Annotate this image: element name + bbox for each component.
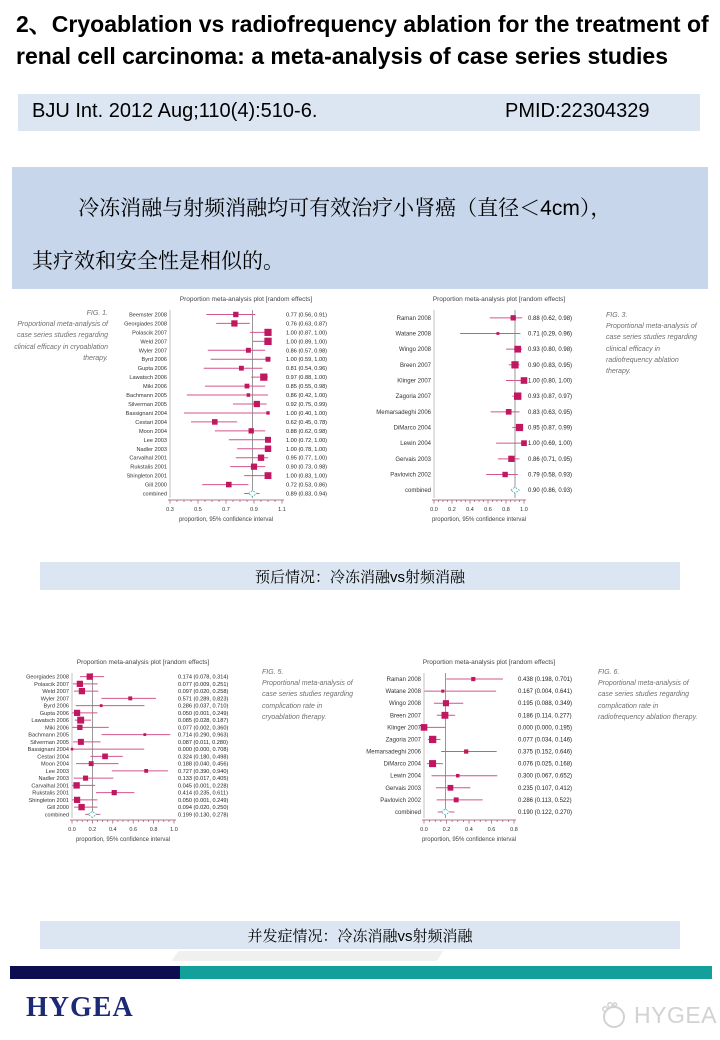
svg-text:Cestari 2004: Cestari 2004 — [135, 419, 167, 426]
svg-text:0.9: 0.9 — [250, 507, 258, 513]
svg-text:0.0: 0.0 — [420, 827, 428, 833]
svg-text:1.00 (0.80, 1.00): 1.00 (0.80, 1.00) — [528, 378, 573, 385]
svg-text:0.90 (0.86, 0.93): 0.90 (0.86, 0.93) — [528, 488, 573, 495]
svg-text:0.174 (0.078, 0.314): 0.174 (0.078, 0.314) — [178, 674, 229, 681]
svg-text:Shingleton 2001: Shingleton 2001 — [28, 797, 69, 804]
svg-text:0.190 (0.122, 0.270): 0.190 (0.122, 0.270) — [518, 809, 573, 816]
svg-text:0.90 (0.73, 0.98): 0.90 (0.73, 0.98) — [286, 464, 328, 471]
svg-text:Gervais 2003: Gervais 2003 — [395, 456, 431, 463]
svg-text:Miki 2006: Miki 2006 — [45, 725, 69, 732]
svg-text:0.087 (0.011, 0.280): 0.087 (0.011, 0.280) — [178, 739, 228, 746]
svg-text:Memarsadeghi 2006: Memarsadeghi 2006 — [376, 409, 431, 416]
svg-text:Moon 2004: Moon 2004 — [139, 428, 167, 435]
svg-text:Gupta 2006: Gupta 2006 — [137, 366, 167, 373]
fig1-caption-text: Proportional meta-analysis of case series studies regarding clinical efficacy in cryoablation therapy. — [14, 321, 108, 362]
svg-text:Moon 2004: Moon 2004 — [41, 761, 69, 768]
svg-text:0.076 (0.025, 0.168): 0.076 (0.025, 0.168) — [518, 761, 573, 768]
hygea-logo-text: HYGEA — [26, 992, 134, 1023]
svg-text:0.8: 0.8 — [502, 507, 510, 513]
forest-plot-radiofrequency-efficacy — [362, 292, 602, 540]
fig5-caption — [258, 655, 354, 723]
svg-text:Bachmann 2005: Bachmann 2005 — [126, 393, 167, 400]
svg-text:0.4: 0.4 — [466, 507, 474, 513]
efficacy-charts-row — [8, 292, 712, 540]
svg-text:0.93 (0.80, 0.98): 0.93 (0.80, 0.98) — [528, 347, 573, 354]
svg-text:Pavlovich 2002: Pavlovich 2002 — [390, 472, 431, 479]
svg-text:combined: combined — [394, 809, 421, 816]
svg-text:Rukstalis 2001: Rukstalis 2001 — [32, 790, 69, 797]
svg-text:Lewin 2004: Lewin 2004 — [390, 773, 421, 780]
fig3-label: FIG. 3. — [606, 312, 628, 319]
svg-text:0.0: 0.0 — [68, 827, 76, 833]
svg-text:Weld 2007: Weld 2007 — [140, 339, 167, 346]
svg-text:0.195 (0.088, 0.349): 0.195 (0.088, 0.349) — [518, 701, 573, 708]
svg-text:0.97 (0.88, 1.00): 0.97 (0.88, 1.00) — [286, 375, 328, 382]
svg-text:Bassignani 2004: Bassignani 2004 — [27, 747, 69, 754]
summary-box — [12, 167, 708, 289]
svg-text:Breen 2007: Breen 2007 — [399, 362, 431, 369]
band-complication-text: 并发症情况：冷冻消融vs射频消融 — [247, 927, 473, 945]
svg-text:0.86 (0.71, 0.95): 0.86 (0.71, 0.95) — [528, 456, 573, 463]
fig3-caption-text: Proportional meta-analysis of case series studies regarding clinical efficacy in radiofrequency ablation therapy. — [606, 323, 698, 375]
summary-line-1: 冷冻消融与射频消融均可有效治疗小肾癌（直径＜4cm）， — [78, 197, 612, 220]
svg-text:0.62 (0.45, 0.78): 0.62 (0.45, 0.78) — [286, 419, 328, 426]
svg-text:0.93 (0.87, 0.97): 0.93 (0.87, 0.97) — [528, 394, 573, 401]
page-title: 2、Cryoablation vs radiofrequency ablation for the treatment of renal cell carcinoma: a meta-analysis of case series studies — [16, 11, 709, 70]
svg-text:0.90 (0.83, 0.95): 0.90 (0.83, 0.95) — [528, 362, 573, 369]
svg-text:0.77 (0.56, 0.91): 0.77 (0.56, 0.91) — [286, 312, 328, 319]
svg-text:1.00 (0.83, 1.00): 1.00 (0.83, 1.00) — [286, 473, 328, 480]
svg-text:0.286 (0.113, 0.522): 0.286 (0.113, 0.522) — [518, 797, 572, 804]
svg-text:Beemster 2008: Beemster 2008 — [129, 312, 167, 319]
fig1-caption — [8, 292, 112, 364]
svg-text:1.00 (0.40, 1.00): 1.00 (0.40, 1.00) — [286, 410, 328, 417]
svg-text:0.76 (0.63, 0.87): 0.76 (0.63, 0.87) — [286, 321, 328, 328]
svg-text:0.5: 0.5 — [194, 507, 202, 513]
hygea-watermark — [598, 1000, 717, 1030]
svg-text:0.8: 0.8 — [510, 827, 518, 833]
svg-text:Shingleton 2001: Shingleton 2001 — [126, 473, 167, 480]
svg-text:0.88 (0.62, 0.98): 0.88 (0.62, 0.98) — [286, 428, 328, 435]
svg-text:0.000 (0.000, 0.708): 0.000 (0.000, 0.708) — [178, 747, 229, 754]
svg-text:Gill 2000: Gill 2000 — [46, 805, 69, 812]
svg-text:1.0: 1.0 — [520, 507, 528, 513]
svg-text:0.085 (0.028, 0.187): 0.085 (0.028, 0.187) — [178, 718, 229, 725]
svg-text:1.00 (0.87, 1.00): 1.00 (0.87, 1.00) — [286, 330, 328, 337]
svg-text:Miki 2006: Miki 2006 — [143, 384, 167, 391]
fig6-label: FIG. 6. — [598, 669, 620, 676]
svg-text:Polascik 2007: Polascik 2007 — [34, 681, 69, 688]
svg-text:0.4: 0.4 — [465, 827, 473, 833]
svg-text:0.571 (0.289, 0.823): 0.571 (0.289, 0.823) — [178, 696, 229, 703]
svg-text:Watane 2008: Watane 2008 — [385, 689, 421, 696]
band-prognosis — [40, 562, 680, 590]
svg-text:0.7: 0.7 — [222, 507, 230, 513]
svg-text:Wyler 2007: Wyler 2007 — [138, 348, 167, 355]
svg-text:Klinger 2007: Klinger 2007 — [397, 378, 431, 385]
svg-text:Nadler 2003: Nadler 2003 — [136, 446, 167, 453]
svg-text:Gill 2000: Gill 2000 — [144, 482, 167, 489]
svg-text:Wingo 2008: Wingo 2008 — [398, 347, 431, 354]
svg-text:Raman 2008: Raman 2008 — [386, 677, 421, 684]
fig5-label: FIG. 5. — [262, 669, 284, 676]
svg-text:0.324 (0.180, 0.498): 0.324 (0.180, 0.498) — [178, 754, 229, 761]
svg-text:Proportion meta-analysis plot: Proportion meta-analysis plot [random effects] — [179, 296, 313, 303]
svg-text:Lewin 2004: Lewin 2004 — [400, 441, 431, 448]
svg-text:0.79 (0.58, 0.93): 0.79 (0.58, 0.93) — [528, 472, 573, 479]
svg-text:1.00 (0.69, 1.00): 1.00 (0.69, 1.00) — [528, 441, 573, 448]
svg-text:0.186 (0.114, 0.277): 0.186 (0.114, 0.277) — [518, 713, 572, 720]
svg-text:0.6: 0.6 — [487, 827, 496, 833]
svg-text:Proportion meta-analysis plot: Proportion meta-analysis plot [random effects] — [422, 659, 556, 666]
footer-deco-shape — [171, 951, 443, 961]
svg-text:Bachmann 2005: Bachmann 2005 — [28, 732, 69, 739]
svg-text:0.86 (0.57, 0.98): 0.86 (0.57, 0.98) — [286, 348, 328, 355]
svg-text:0.88 (0.62, 0.98): 0.88 (0.62, 0.98) — [528, 315, 573, 322]
svg-text:0.188 (0.040, 0.456): 0.188 (0.040, 0.456) — [178, 761, 229, 768]
svg-text:0.2: 0.2 — [88, 827, 97, 833]
svg-text:1.00 (0.59, 1.00): 1.00 (0.59, 1.00) — [286, 357, 328, 364]
svg-text:Gervais 2003: Gervais 2003 — [385, 785, 421, 792]
svg-text:Watane 2008: Watane 2008 — [395, 331, 431, 338]
svg-text:Nadler 2003: Nadler 2003 — [38, 776, 69, 783]
svg-text:0.300 (0.067, 0.652): 0.300 (0.067, 0.652) — [518, 773, 573, 780]
citation-text: BJU Int. 2012 Aug;110(4):510-6. — [32, 100, 318, 122]
citation-bar — [18, 94, 700, 131]
footer-stripe-teal — [180, 966, 712, 979]
svg-text:Silverman 2005: Silverman 2005 — [30, 739, 69, 746]
svg-text:Lawatsch 2006: Lawatsch 2006 — [129, 375, 167, 382]
svg-text:0.71 (0.29, 0.96): 0.71 (0.29, 0.96) — [528, 331, 573, 338]
svg-text:Proportion meta-analysis plot: Proportion meta-analysis plot [random effects] — [432, 296, 566, 303]
fig5-caption-text: Proportional meta-analysis of case series studies regarding complication rate in cryoablation therapy. — [262, 680, 354, 721]
svg-text:Rukstalis 2001: Rukstalis 2001 — [130, 464, 167, 471]
svg-text:1.00 (0.89, 1.00): 1.00 (0.89, 1.00) — [286, 339, 328, 346]
svg-text:0.83 (0.63, 0.95): 0.83 (0.63, 0.95) — [528, 409, 573, 416]
svg-text:0.714 (0.290, 0.963): 0.714 (0.290, 0.963) — [178, 732, 229, 739]
svg-text:0.133 (0.017, 0.405): 0.133 (0.017, 0.405) — [178, 776, 229, 783]
svg-text:proportion, 95% confidence int: proportion, 95% confidence interval — [431, 517, 527, 523]
svg-text:0.72 (0.53, 0.86): 0.72 (0.53, 0.86) — [286, 482, 328, 489]
svg-text:combined: combined — [404, 488, 431, 495]
svg-text:0.077 (0.034, 0.146): 0.077 (0.034, 0.146) — [518, 737, 573, 744]
svg-text:Proportion meta-analysis plot: Proportion meta-analysis plot [random effects] — [76, 659, 210, 666]
svg-text:0.6: 0.6 — [484, 507, 492, 513]
svg-text:1.0: 1.0 — [170, 827, 178, 833]
forest-plot-radiofrequency-complication — [354, 655, 594, 860]
svg-text:Breen 2007: Breen 2007 — [389, 713, 421, 720]
svg-text:Georgiades 2008: Georgiades 2008 — [26, 674, 69, 681]
svg-text:Klinger 2007: Klinger 2007 — [387, 725, 421, 732]
svg-text:Zagoria 2007: Zagoria 2007 — [385, 737, 421, 744]
complication-charts-row — [8, 655, 712, 860]
svg-text:0.8: 0.8 — [149, 827, 158, 833]
svg-text:0.094 (0.020, 0.250): 0.094 (0.020, 0.250) — [178, 805, 229, 812]
svg-text:Silverman 2005: Silverman 2005 — [128, 402, 167, 408]
fig6-caption-text: Proportional meta-analysis of case series studies regarding complication rate in radiofrequency ablation therapy. — [598, 680, 698, 721]
svg-text:0.95 (0.77, 1.00): 0.95 (0.77, 1.00) — [286, 455, 328, 462]
svg-text:0.6: 0.6 — [129, 827, 138, 833]
svg-text:proportion, 95% confidence int: proportion, 95% confidence interval — [75, 837, 171, 843]
svg-text:0.438 (0.198, 0.701): 0.438 (0.198, 0.701) — [518, 677, 573, 684]
svg-text:0.045 (0.001, 0.228): 0.045 (0.001, 0.228) — [178, 783, 229, 790]
svg-text:0.727 (0.390, 0.940): 0.727 (0.390, 0.940) — [178, 768, 229, 775]
svg-text:0.000 (0.000, 0.195): 0.000 (0.000, 0.195) — [518, 725, 573, 732]
svg-text:0.86 (0.42, 1.00): 0.86 (0.42, 1.00) — [286, 393, 328, 400]
svg-text:0.077 (0.002, 0.360): 0.077 (0.002, 0.360) — [178, 725, 229, 732]
svg-text:1.1: 1.1 — [278, 507, 286, 513]
svg-text:0.2: 0.2 — [442, 827, 451, 833]
footer-stripe-navy — [10, 966, 180, 979]
svg-text:Lee 2003: Lee 2003 — [45, 768, 69, 775]
band-prognosis-text: 预后情况：冷冻消融vs射频消融 — [254, 568, 465, 586]
svg-text:Wyler 2007: Wyler 2007 — [40, 696, 69, 703]
svg-text:0.0: 0.0 — [430, 507, 438, 513]
fig3-caption — [602, 292, 704, 377]
summary-line-2: 其疗效和安全性是相似的。 — [32, 250, 284, 273]
svg-text:Raman 2008: Raman 2008 — [396, 315, 431, 322]
hygea-logo-icon — [598, 1000, 628, 1030]
svg-text:Pavlovich 2002: Pavlovich 2002 — [380, 797, 421, 804]
svg-text:1.00 (0.72, 1.00): 1.00 (0.72, 1.00) — [286, 437, 328, 444]
svg-text:Byrd 2006: Byrd 2006 — [141, 357, 167, 364]
svg-text:1.00 (0.78, 1.00): 1.00 (0.78, 1.00) — [286, 446, 328, 453]
svg-text:Polascik 2007: Polascik 2007 — [132, 330, 167, 337]
svg-text:0.286 (0.037, 0.710): 0.286 (0.037, 0.710) — [178, 703, 229, 710]
svg-text:0.95 (0.87, 0.99): 0.95 (0.87, 0.99) — [528, 425, 573, 432]
svg-text:0.050 (0.001, 0.249): 0.050 (0.001, 0.249) — [178, 797, 229, 804]
forest-plot-cryoablation-complication — [8, 655, 258, 860]
svg-text:proportion, 95% confidence int: proportion, 95% confidence interval — [421, 837, 517, 843]
svg-text:Carvalhal 2001: Carvalhal 2001 — [31, 783, 69, 790]
svg-text:proportion, 95% confidence int: proportion, 95% confidence interval — [178, 517, 274, 523]
svg-text:Zagoria 2007: Zagoria 2007 — [395, 394, 431, 401]
svg-text:0.050 (0.001, 0.249): 0.050 (0.001, 0.249) — [178, 710, 229, 717]
svg-text:combined: combined — [44, 812, 69, 819]
svg-text:Georgiades 2008: Georgiades 2008 — [124, 321, 167, 328]
svg-text:Weld 2007: Weld 2007 — [42, 689, 69, 696]
svg-text:DiMarco 2004: DiMarco 2004 — [383, 761, 421, 768]
svg-text:Memarsadeghi 2006: Memarsadeghi 2006 — [366, 749, 421, 756]
svg-text:0.3: 0.3 — [166, 507, 174, 513]
svg-text:Byrd 2006: Byrd 2006 — [43, 703, 69, 710]
svg-text:combined: combined — [142, 491, 167, 498]
svg-text:0.199 (0.130, 0.278): 0.199 (0.130, 0.278) — [178, 812, 229, 819]
svg-text:Carvalhal 2001: Carvalhal 2001 — [129, 455, 167, 462]
svg-text:0.2: 0.2 — [448, 507, 456, 513]
band-complication — [40, 921, 680, 949]
svg-text:Bassignani 2004: Bassignani 2004 — [125, 410, 167, 417]
svg-text:DiMarco 2004: DiMarco 2004 — [393, 425, 431, 432]
svg-text:Cestari 2004: Cestari 2004 — [37, 754, 69, 761]
svg-text:0.81 (0.54, 0.96): 0.81 (0.54, 0.96) — [286, 366, 328, 373]
svg-text:0.235 (0.107, 0.412): 0.235 (0.107, 0.412) — [518, 785, 573, 792]
svg-text:0.414 (0.235, 0.611): 0.414 (0.235, 0.611) — [178, 790, 228, 797]
svg-text:Gupta 2006: Gupta 2006 — [39, 710, 69, 717]
svg-text:Lawatsch 2006: Lawatsch 2006 — [31, 718, 69, 725]
forest-plot-cryoablation-efficacy — [112, 292, 362, 540]
fig1-label: FIG. 1. — [86, 310, 108, 317]
svg-text:0.92 (0.75, 0.99): 0.92 (0.75, 0.99) — [286, 402, 328, 408]
fig6-caption — [594, 655, 704, 723]
svg-text:0.85 (0.55, 0.98): 0.85 (0.55, 0.98) — [286, 384, 328, 391]
svg-text:0.167 (0.004, 0.641): 0.167 (0.004, 0.641) — [518, 689, 573, 696]
svg-text:0.077 (0.009, 0.251): 0.077 (0.009, 0.251) — [178, 681, 229, 688]
pmid-text: PMID:22304329 — [505, 100, 650, 122]
svg-text:Wingo 2008: Wingo 2008 — [388, 701, 421, 708]
svg-text:0.4: 0.4 — [108, 827, 117, 833]
svg-text:0.89 (0.83, 0.94): 0.89 (0.83, 0.94) — [286, 491, 328, 498]
svg-text:Lee 2003: Lee 2003 — [143, 437, 167, 444]
svg-text:0.097 (0.020, 0.258): 0.097 (0.020, 0.258) — [178, 689, 229, 696]
svg-text:0.375 (0.152, 0.646): 0.375 (0.152, 0.646) — [518, 749, 573, 756]
hygea-watermark-text: HYGEA — [634, 1001, 718, 1028]
